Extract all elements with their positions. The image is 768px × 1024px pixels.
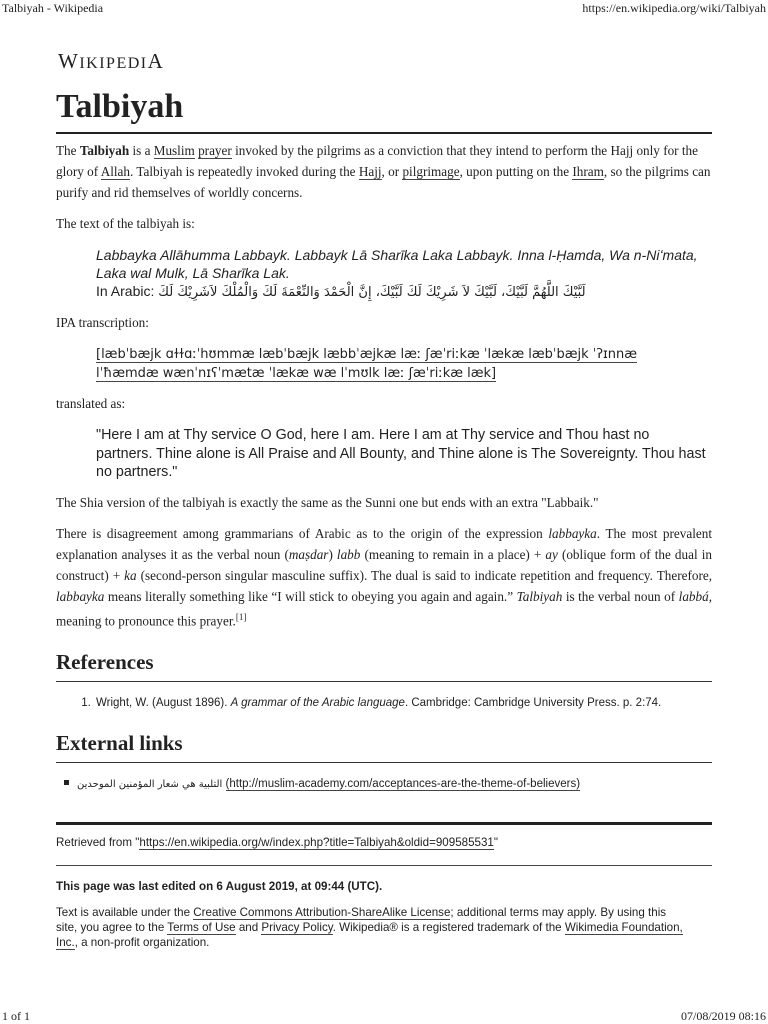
arabic-label: In Arabic:	[96, 283, 159, 299]
link-pilgrimage[interactable]: pilgrimage	[402, 164, 460, 179]
intro-paragraph: The Talbiyah is a Muslim prayer invoked by the pilgrims as a conviction that they intend to perform the Hajj only for the glory of Allah. Talbiyah is repeatedly invoked during the Hajj, or pilgrimage, upon putting on the Ihram, so the pilgrims can purify and rid themselves of worldly concerns.	[56, 143, 711, 200]
logo-letters-mid: IKIPEDI	[79, 55, 148, 72]
external-link-arabic[interactable]: التلبية هي شعار المؤمنين الموحدين	[77, 778, 223, 790]
retrieved-link[interactable]: https://en.wikipedia.org/w/index.php?title=Talbiyah&oldid=909585531	[139, 836, 494, 849]
bullet-icon	[64, 780, 69, 785]
retrieved-from: Retrieved from "https://en.wikipedia.org/w/index.php?title=Talbiyah&oldid=909585531"	[56, 836, 499, 849]
references-heading: References	[56, 649, 712, 682]
print-header-url: https://en.wikipedia.org/wiki/Talbiyah	[582, 1, 766, 15]
etymology-paragraph: There is disagreement among grammarians of Arabic as to the origin of the expression labbayka. The most prevalent explanation analyses it as the verbal noun (maṣdar) labb (meaning to remain in a place) + ay (oblique form of the dual in construct) + ka (second-person singular masculine suffix). The dual is said to indicate repetition and frequency. Therefore, labbayka means literally something like “I will stick to obeying you again and again.” Talbiyah is the verbal noun of labbá, meaning to pronounce this prayer.[1]	[56, 525, 713, 628]
link-hajj[interactable]: Hajj	[358, 164, 382, 179]
references-list	[56, 694, 712, 712]
print-header-title: Talbiyah - Wikipedia	[2, 1, 104, 15]
last-edited: This page was last edited on 6 August 2019, at 09:44 (UTC).	[56, 880, 383, 893]
ipa-line-2: lˈħæmdæ wænˈnɪʕˈmætæ ˈlækæ wæ lˈmʊlk læː ʃæˈriːkæ læk]	[96, 366, 497, 381]
page-footer	[56, 822, 712, 950]
page-title: Talbiyah	[56, 86, 712, 134]
print-header	[0, 0, 768, 16]
link-wikimedia-foundation[interactable]: Wikimedia Foundation, Inc.	[56, 921, 683, 949]
translation-quote: "Here I am at Thy service O God, here I am. Here I am at Thy service and Thou hast no partners. Thine alone is All Praise and All Bounty, and Thine alone is The Sovereignty. Thou hast no partners."	[96, 427, 706, 480]
link-muslim[interactable]: Muslim	[153, 143, 195, 158]
talbiyah-latin: Labbayka Allāhumma Labbayk. Labbayk Lā Sharīka Laka Labbayk. Inna l-Ḥamda, Wa n-Niʻmata, Laka wal Mulk, Lā Sharīka Lak.	[96, 247, 698, 281]
print-footer-date: 07/08/2019 08:16	[680, 1009, 766, 1023]
ipa-transcription	[96, 345, 696, 383]
article-content	[56, 48, 712, 794]
link-terms-of-use[interactable]: Terms of Use	[167, 921, 236, 934]
print-footer	[0, 1008, 768, 1024]
logo-letter-last: A	[147, 49, 165, 73]
ipa-line-1: [læbˈbæjk ɑɫɫɑːˈhʊmmæ læbˈbæjk læbbˈæjkæ læː ʃæˈriːkæ ˈlækæ læbˈbæjk ˈʔɪnnæ	[96, 347, 638, 362]
talbiyah-text-intro: The text of the talbiyah is:	[56, 216, 195, 231]
reference-item: 1. Wright, W. (August 1896). A grammar of the Arabic language. Cambridge: Cambridge University Press. p. 2:74.	[94, 694, 712, 712]
footer-divider	[56, 865, 712, 866]
footer-divider-thick	[56, 822, 712, 825]
license-text: Text is available under the Creative Commons Attribution-ShareAlike License; additional terms may apply. By using this site, you agree to the Terms of Use and Privacy Policy. Wikipedia® is a registered trademark of the Wikimedia Foundation, Inc., a non-profit organization.	[56, 906, 683, 949]
link-allah[interactable]: Allah	[100, 164, 130, 179]
print-footer-page: 1 of 1	[2, 1009, 30, 1023]
talbiyah-arabic-line	[96, 283, 586, 299]
external-link-url[interactable]: (http://muslim-academy.com/acceptances-are-the-theme-of-believers)	[225, 777, 581, 790]
external-links-list	[56, 775, 712, 794]
citation-ref-1[interactable]: [1]	[235, 611, 247, 622]
shia-paragraph: The Shia version of the talbiyah is exactly the same as the Sunni one but ends with an extra "Labbaik."	[56, 494, 599, 510]
logo-letter-first: W	[58, 49, 80, 73]
external-links-heading: External links	[56, 730, 712, 763]
external-link-item[interactable]	[78, 775, 712, 794]
link-privacy-policy[interactable]: Privacy Policy	[261, 921, 333, 934]
translated-label: translated as:	[56, 396, 126, 411]
link-ihram[interactable]: Ihram	[572, 164, 604, 179]
ipa-label: IPA transcription:	[56, 315, 149, 330]
talbiyah-arabic: لَبَّيْكَ اللَّهُمَّ لَبَّيْكَ، لَبَّيْكَ لاَ شَرِيْكَ لَكَ لَبَّيْكَ، إِنَّ الْحَمْدَ وَالنِّعْمَةَ لَكَ وَالْمُلْكَ لاَشَرِيْكَ لَكَ	[158, 285, 586, 300]
link-prayer[interactable]: prayer	[198, 143, 232, 158]
term-bold: Talbiyah	[79, 143, 130, 158]
wikipedia-logo[interactable]	[58, 48, 712, 74]
talbiyah-quote	[96, 246, 706, 302]
link-cc-license[interactable]: Creative Commons Attribution-ShareAlike License	[193, 906, 451, 919]
